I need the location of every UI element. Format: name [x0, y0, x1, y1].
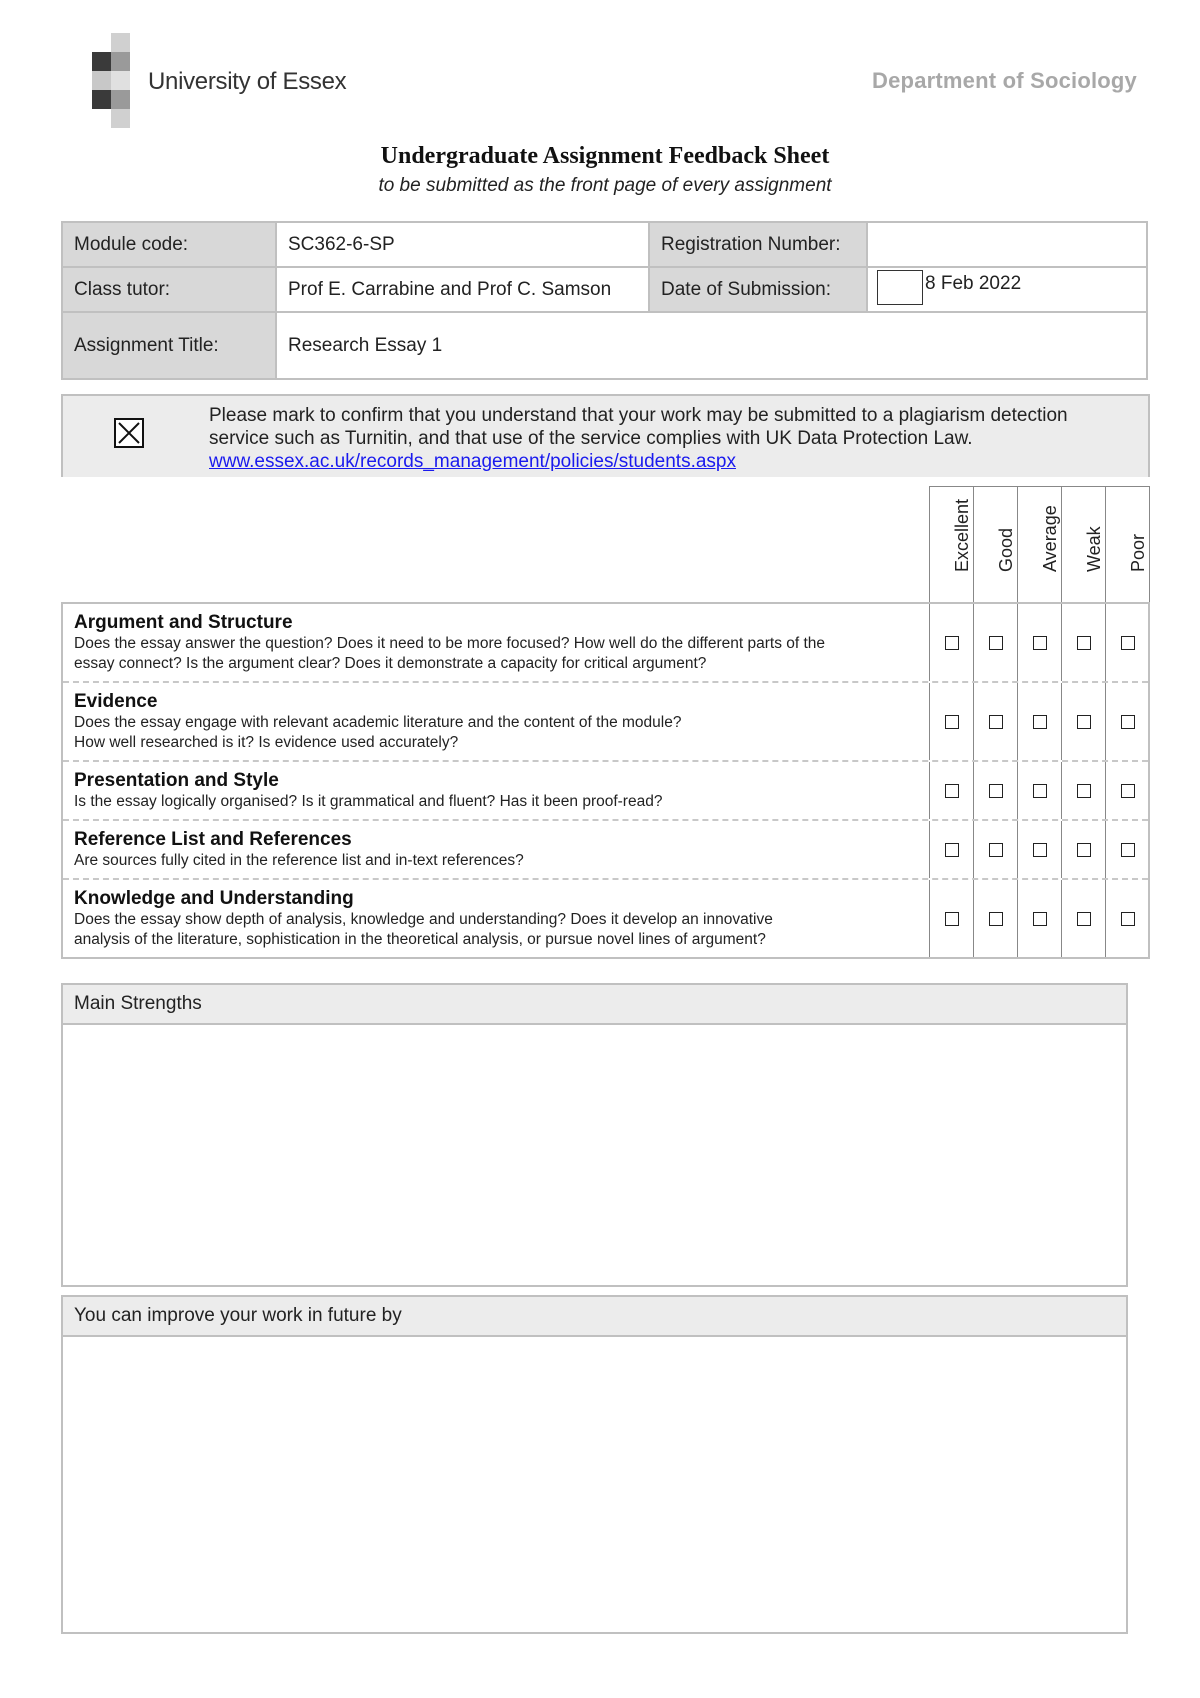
- rating-cell-excellent: [929, 683, 974, 760]
- rating-checkbox-weak[interactable]: [1077, 784, 1091, 798]
- criterion-heading: Knowledge and Understanding: [74, 888, 354, 909]
- plagiarism-checkbox[interactable]: [114, 418, 144, 448]
- rating-checkboxes: [929, 762, 1148, 819]
- class-tutor-value[interactable]: Prof E. Carrabine and Prof C. Samson: [276, 267, 649, 312]
- rating-cell-average: [1017, 821, 1062, 878]
- rating-cell-excellent: [929, 604, 974, 681]
- rating-checkbox-average[interactable]: [1033, 715, 1047, 729]
- rating-header-label: Poor: [1128, 533, 1148, 572]
- rating-cell-average: [1017, 604, 1062, 681]
- rating-header-edge: [1149, 486, 1150, 603]
- criterion-row: [63, 604, 1148, 683]
- criterion-description: [63, 683, 963, 760]
- plagiarism-text: [209, 404, 1068, 473]
- criterion-row: [63, 683, 1148, 762]
- rating-checkbox-excellent[interactable]: [945, 843, 959, 857]
- rating-checkbox-poor[interactable]: [1121, 636, 1135, 650]
- rating-cell-poor: [1105, 880, 1150, 957]
- rating-checkbox-good[interactable]: [989, 912, 1003, 926]
- rating-cell-average: [1017, 683, 1062, 760]
- rating-checkboxes: [929, 604, 1148, 681]
- rating-checkbox-weak[interactable]: [1077, 636, 1091, 650]
- rating-checkbox-average[interactable]: [1033, 784, 1047, 798]
- rating-checkbox-good[interactable]: [989, 715, 1003, 729]
- date-of-submission-value: 8 Feb 2022: [925, 272, 1022, 294]
- class-tutor-label: Class tutor:: [62, 267, 276, 312]
- assignment-title-value[interactable]: Research Essay 1: [276, 312, 1147, 379]
- rating-cell-good: [973, 604, 1018, 681]
- main-strengths-label: Main Strengths: [63, 985, 1126, 1025]
- rating-checkboxes: [929, 880, 1148, 957]
- rating-header-good: [973, 486, 1018, 603]
- date-of-submission-label: Date of Submission:: [649, 267, 867, 312]
- criterion-question-line: How well researched is it? Is evidence used accurately?: [74, 734, 459, 751]
- rating-cell-excellent: [929, 762, 974, 819]
- rating-header-label: Weak: [1084, 526, 1104, 572]
- plagiarism-text-line-2: service such as Turnitin, and that use of the service complies with UK Data Protection Law.: [209, 428, 973, 449]
- rating-checkbox-weak[interactable]: [1077, 715, 1091, 729]
- rating-checkbox-poor[interactable]: [1121, 784, 1135, 798]
- rating-checkbox-excellent[interactable]: [945, 715, 959, 729]
- rating-cell-poor: [1105, 762, 1150, 819]
- rating-checkbox-average[interactable]: [1033, 843, 1047, 857]
- page-title: Undergraduate Assignment Feedback Sheet: [380, 143, 830, 169]
- date-of-submission-field[interactable]: [867, 267, 1147, 312]
- criterion-heading: Argument and Structure: [74, 612, 293, 633]
- rating-checkbox-poor[interactable]: [1121, 912, 1135, 926]
- criterion-description: [63, 762, 963, 819]
- rating-checkbox-poor[interactable]: [1121, 715, 1135, 729]
- registration-number-value[interactable]: [867, 222, 1147, 267]
- university-name: University of Essex: [148, 68, 347, 95]
- rating-checkbox-excellent[interactable]: [945, 636, 959, 650]
- rating-cell-weak: [1061, 821, 1106, 878]
- rating-cell-excellent: [929, 880, 974, 957]
- plagiarism-confirmation: [61, 394, 1150, 477]
- page-subtitle: to be submitted as the front page of every assignment: [378, 175, 832, 196]
- criterion-description: [63, 880, 963, 957]
- criterion-description: [63, 821, 963, 878]
- criterion-row: [63, 880, 1148, 957]
- criterion-question-line: Are sources fully cited in the reference list and in-text references?: [74, 852, 524, 869]
- rating-checkbox-weak[interactable]: [1077, 912, 1091, 926]
- rating-checkbox-excellent[interactable]: [945, 912, 959, 926]
- criterion-question-line: analysis of the literature, sophistication in the theoretical analysis, or pursue novel lines of argument?: [74, 931, 766, 948]
- rating-cell-poor: [1105, 683, 1150, 760]
- rating-checkbox-good[interactable]: [989, 784, 1003, 798]
- rating-cell-weak: [1061, 683, 1106, 760]
- module-code-value[interactable]: SC362-6-SP: [276, 222, 649, 267]
- rating-cell-poor: [1105, 604, 1150, 681]
- rating-cell-weak: [1061, 880, 1106, 957]
- plagiarism-text-line-1: Please mark to confirm that you understand that your work may be submitted to a plagiarism detection: [209, 405, 1068, 426]
- data-protection-link[interactable]: www.essex.ac.uk/records_management/policies/students.aspx: [209, 451, 736, 472]
- rating-cell-weak: [1061, 604, 1106, 681]
- criterion-question-line: Is the essay logically organised? Is it grammatical and fluent? Has it been proof-read?: [74, 793, 663, 810]
- rating-checkbox-good[interactable]: [989, 636, 1003, 650]
- rating-cell-good: [973, 880, 1018, 957]
- improve-work-box: [61, 1295, 1128, 1634]
- rating-checkbox-average[interactable]: [1033, 636, 1047, 650]
- criterion-question-line: Does the essay show depth of analysis, knowledge and understanding? Does it develop an innovative: [74, 911, 773, 928]
- rating-checkbox-excellent[interactable]: [945, 784, 959, 798]
- criterion-question-line: essay connect? Is the argument clear? Does it demonstrate a capacity for critical argument?: [74, 655, 707, 672]
- rating-checkbox-average[interactable]: [1033, 912, 1047, 926]
- date-input-box[interactable]: [877, 270, 923, 305]
- main-strengths-field[interactable]: [63, 1025, 1126, 1285]
- criterion-heading: Evidence: [74, 691, 158, 712]
- rating-header-poor: [1105, 486, 1150, 603]
- registration-number-label: Registration Number:: [649, 222, 867, 267]
- criterion-question-line: Does the essay engage with relevant academic literature and the content of the module?: [74, 714, 682, 731]
- rating-header-label: Excellent: [952, 498, 972, 572]
- criterion-row: [63, 762, 1148, 821]
- rating-checkboxes: [929, 821, 1148, 878]
- rating-checkbox-poor[interactable]: [1121, 843, 1135, 857]
- department-name: Department of Sociology: [872, 68, 1137, 93]
- rating-checkboxes: [929, 683, 1148, 760]
- criterion-description: [63, 604, 963, 681]
- rating-cell-poor: [1105, 821, 1150, 878]
- assignment-title-label: Assignment Title:: [62, 312, 276, 379]
- rating-header-average: [1017, 486, 1062, 603]
- rating-checkbox-weak[interactable]: [1077, 843, 1091, 857]
- criterion-row: [63, 821, 1148, 880]
- rating-header-label: Good: [996, 527, 1016, 572]
- rating-cell-average: [1017, 880, 1062, 957]
- rating-header-excellent: [929, 486, 974, 603]
- rating-cell-weak: [1061, 762, 1106, 819]
- rating-cell-good: [973, 683, 1018, 760]
- rating-cell-excellent: [929, 821, 974, 878]
- criterion-heading: Reference List and References: [74, 829, 352, 850]
- rating-cell-good: [973, 762, 1018, 819]
- rating-cell-average: [1017, 762, 1062, 819]
- criteria-rows: [61, 602, 1150, 959]
- improve-work-label: You can improve your work in future by: [63, 1297, 1126, 1337]
- criterion-question-line: Does the essay answer the question? Does it need to be more focused? How well do the different parts of the: [74, 635, 826, 652]
- improve-work-field[interactable]: [63, 1337, 1126, 1632]
- module-code-label: Module code:: [62, 222, 276, 267]
- rating-header-weak: [1061, 486, 1106, 603]
- criterion-heading: Presentation and Style: [74, 770, 279, 791]
- main-strengths-box: [61, 983, 1128, 1287]
- rating-checkbox-good[interactable]: [989, 843, 1003, 857]
- rating-header-label: Average: [1040, 505, 1060, 572]
- assignment-info-table: [61, 221, 1148, 380]
- rating-cell-good: [973, 821, 1018, 878]
